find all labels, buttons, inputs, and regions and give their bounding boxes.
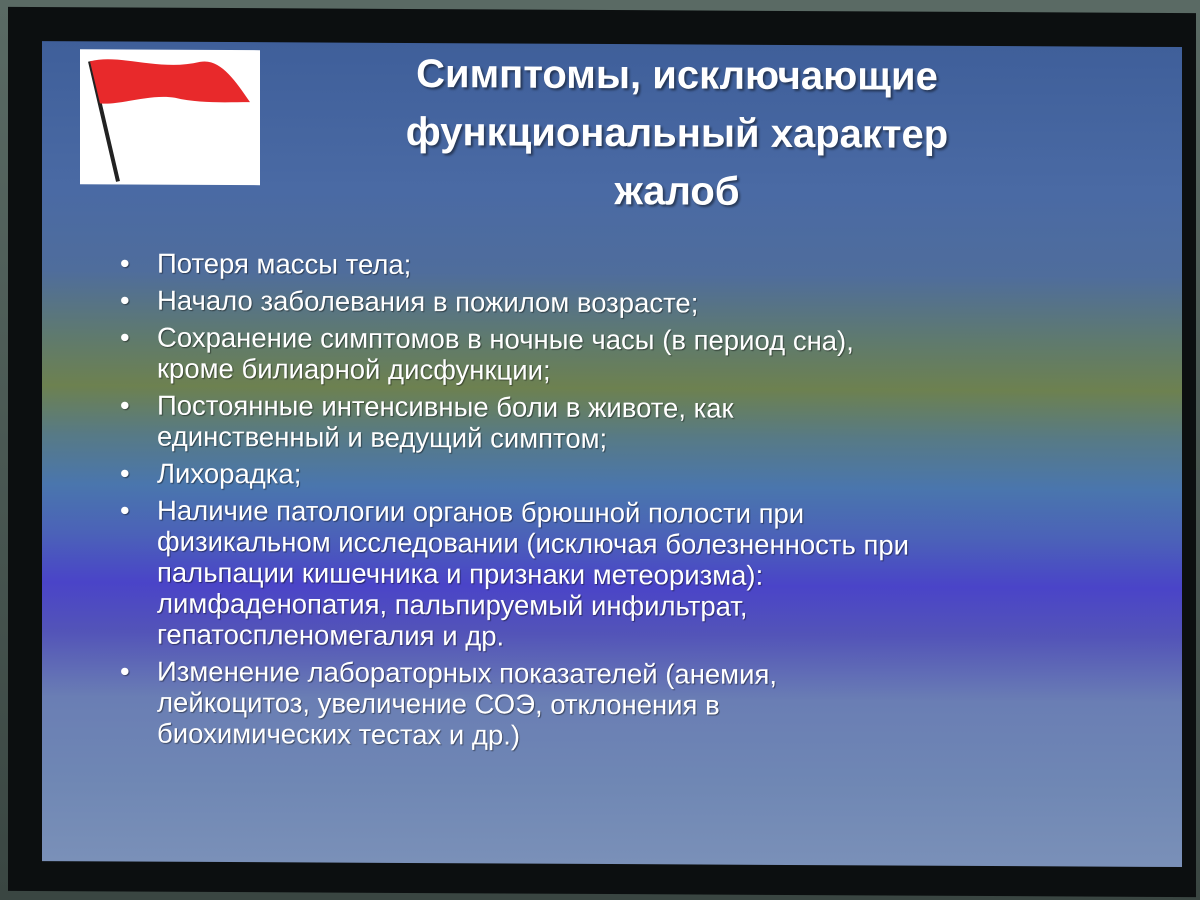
list-item-text: лейкоцитоз, увеличение СОЭ, отклонения в (157, 686, 720, 721)
list-item (112, 655, 1132, 753)
bullet-icon: • (120, 655, 130, 687)
bullet-icon: • (120, 494, 130, 526)
presentation-slide (42, 41, 1182, 867)
list-item (112, 321, 1132, 388)
symptom-list (112, 247, 1132, 759)
list-item-text: пальпации кишечника и признаки метеоризма): (157, 556, 764, 591)
flag-cloth (90, 59, 250, 104)
list-item (112, 457, 1132, 493)
list-item-text: гепатоспленомегалия и др. (157, 618, 505, 652)
list-item (112, 494, 1132, 654)
bullet-icon: • (120, 321, 130, 353)
list-item-text: Изменение лабораторных показателей (анемия, (157, 655, 777, 690)
list-item-text: Сохранение симптомов в ночные часы (в период сна), (157, 321, 854, 357)
bullet-icon: • (120, 457, 130, 489)
title-line: жалоб (614, 169, 740, 214)
flag-image (80, 49, 260, 185)
list-item-text: кроме билиарной дисфункции; (157, 352, 551, 386)
bullet-icon: • (120, 389, 130, 421)
list-item (112, 284, 1132, 320)
bullet-icon: • (120, 247, 130, 279)
list-item-text: биохимических тестах и др.) (157, 717, 521, 751)
list-item-text: лимфаденопатия, пальпируемый инфильтрат, (157, 587, 748, 622)
list-item-text: Наличие патологии органов брюшной полости при (157, 494, 805, 530)
list-item-text: Лихорадка; (157, 457, 302, 490)
list-item-text: единственный и ведущий симптом; (157, 420, 608, 455)
title-line: Симптомы, исключающие (416, 52, 938, 99)
title-line: функциональный характер (405, 109, 949, 157)
bullet-icon: • (120, 284, 130, 316)
list-item (112, 389, 1132, 456)
list-item (112, 247, 1132, 283)
red-flag-icon (80, 49, 260, 185)
projector-screen (8, 7, 1196, 897)
list-item-text: Постоянные интенсивные боли в животе, как (157, 389, 734, 424)
list-item-text: Потеря массы тела; (157, 247, 412, 281)
list-item-text: Начало заболевания в пожилом возрасте; (157, 284, 699, 319)
list-item-text: физикальном исследовании (исключая болезненность при (157, 525, 909, 561)
slide-title (312, 44, 1042, 222)
